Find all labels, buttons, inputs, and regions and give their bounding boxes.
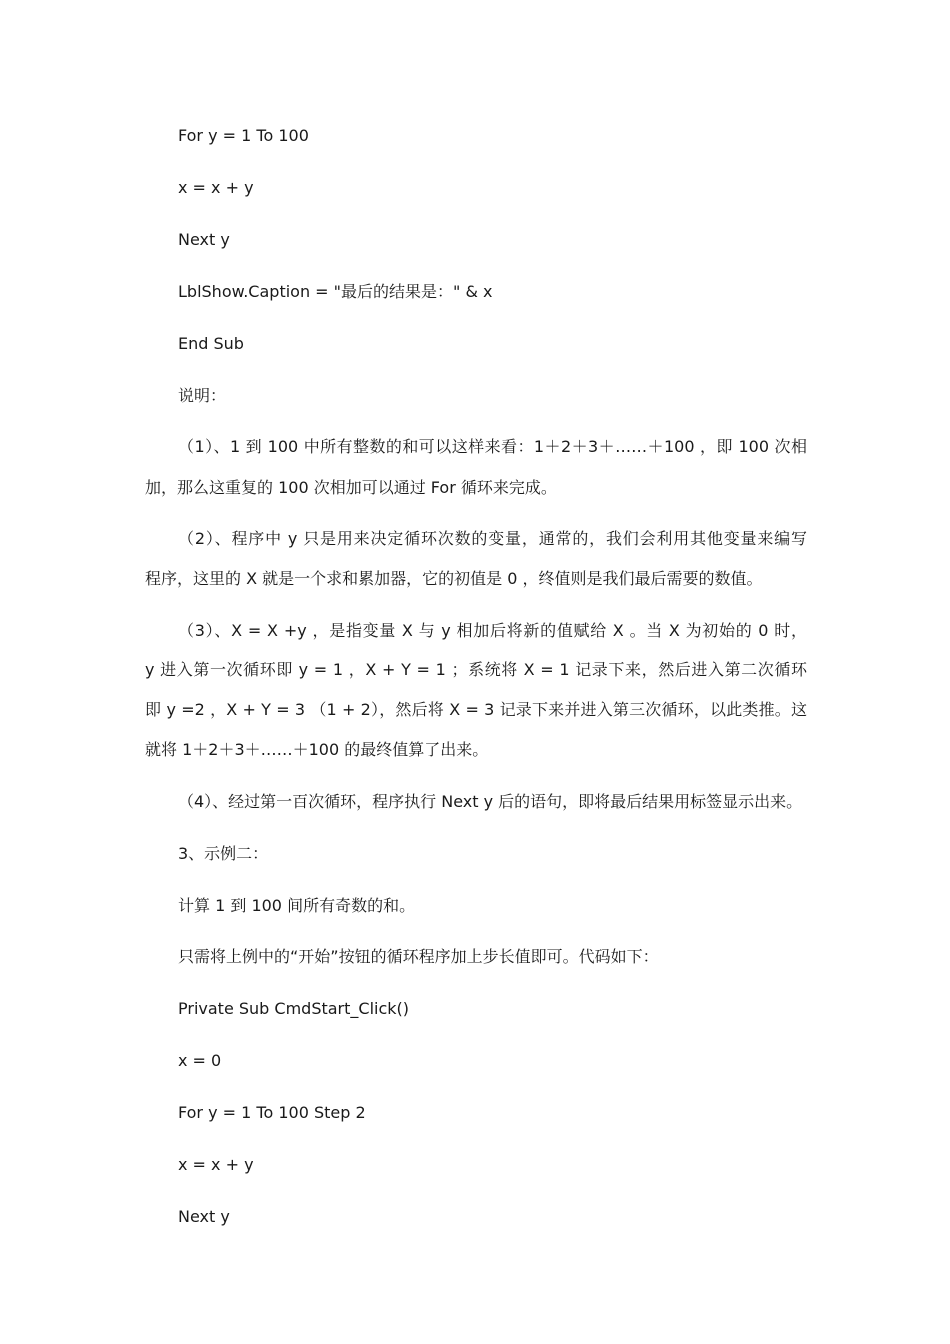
code-line-for: For y = 1 To 100 [178, 126, 309, 145]
note-2-line-2: 程序，这里的 X 就是一个求和累加器，它的初值是 0 ，终值则是我们最后需要的数值。 [145, 569, 763, 588]
code-line-next-2: Next y [178, 1207, 230, 1226]
example-2-heading: 3、示例二： [178, 844, 269, 863]
note-4: （4）、经过第一百次循环，程序执行 Next y 后的语句，即将最后结果用标签显示出来。 [178, 792, 803, 811]
code-line-sum-2: x = x + y [178, 1155, 254, 1174]
explanation-heading: 说明： [178, 386, 227, 405]
code-line-caption: LblShow.Caption = "最后的结果是：" & x [178, 282, 493, 301]
note-3-line-3: 即 y =2 ，X + Y = 3 （1 + 2），然后将 X = 3 记录下来并进入第三次循环，以此类推。这 [145, 700, 807, 719]
code-line-sum: x = x + y [178, 178, 254, 197]
note-3-line-4: 就将 1＋2＋3＋……＋100 的最终值算了出来。 [145, 740, 489, 759]
code-line-end-sub: End Sub [178, 334, 244, 353]
code-line-for-step: For y = 1 To 100 Step 2 [178, 1103, 366, 1122]
note-2-line-1: （2）、程序中 y 只是用来决定循环次数的变量，通常的，我们会利用其他变量来编写 [178, 529, 807, 548]
note-3-line-2: y 进入第一次循环即 y = 1 ，X + Y = 1 ；系统将 X = 1 记录下来，然后进入第二次循环 [145, 660, 807, 679]
code-line-private-sub: Private Sub CmdStart_Click() [178, 999, 410, 1018]
code-line-next: Next y [178, 230, 230, 249]
note-3-line-1: （3）、X = X +y ，是指变量 X 与 y 相加后将新的值赋给 X 。当 X 为初始的 0 时， [178, 621, 807, 640]
code-line-init: x = 0 [178, 1051, 222, 1070]
note-1-line-2: 加，那么这重复的 100 次相加可以通过 For 循环来完成。 [145, 478, 557, 497]
note-1-line-1: （1）、1 到 100 中所有整数的和可以这样来看：1＋2＋3＋……＋100 ，即 100 次相 [178, 437, 807, 456]
example-2-task: 计算 1 到 100 间所有奇数的和。 [178, 896, 416, 915]
example-2-description: 只需将上例中的“开始”按钮的循环程序加上步长值即可。代码如下： [178, 947, 659, 966]
